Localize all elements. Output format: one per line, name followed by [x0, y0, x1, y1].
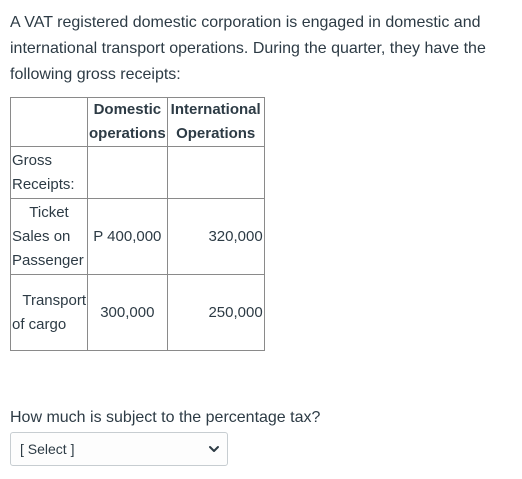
answer-select-value: [ Select ]	[20, 441, 75, 457]
problem-statement	[10, 10, 510, 88]
cargo-domestic-value: 300,000	[88, 275, 168, 351]
gross-international-cell	[167, 147, 264, 199]
chevron-down-icon	[207, 442, 221, 456]
header-international-line-1: International	[170, 101, 261, 118]
header-international-operations	[167, 98, 264, 147]
ticket-label-line-1: Ticket	[29, 203, 69, 221]
header-domestic-line-2: operations	[89, 125, 166, 142]
gross-receipts-table	[10, 97, 265, 351]
header-international-line-2: Operations	[176, 125, 256, 142]
intro-line-2: international transport operations. During the quarter, they have the	[10, 40, 486, 57]
intro-line-3: following gross receipts:	[10, 66, 181, 83]
answer-select[interactable]	[10, 432, 228, 466]
header-domestic-operations	[88, 98, 168, 147]
table-row-gross-receipts	[11, 147, 265, 199]
ticket-domestic-value: P 400,000	[88, 199, 168, 275]
cargo-international-value: 250,000	[167, 275, 264, 351]
table-row-transport-cargo	[11, 275, 265, 351]
ticket-label-line-3: Passenger	[12, 251, 84, 269]
cargo-label-line-1: Transport	[22, 291, 86, 309]
gross-label-line-2: Receipts:	[12, 175, 75, 193]
ticket-label-line-2: Sales on	[12, 227, 71, 245]
ticket-sales-label	[11, 199, 88, 275]
gross-label-line-1: Gross	[12, 151, 53, 169]
header-blank-cell	[11, 98, 88, 147]
question-text: How much is subject to the percentage tax?	[10, 409, 321, 426]
table-header-row	[11, 98, 265, 147]
ticket-international-value: 320,000	[167, 199, 264, 275]
intro-line-1: A VAT registered domestic corporation is engaged in domestic and	[10, 14, 481, 31]
transport-cargo-label	[11, 275, 88, 351]
cargo-label-line-2: of cargo	[12, 315, 67, 333]
gross-domestic-cell	[88, 147, 168, 199]
header-domestic-line-1: Domestic	[93, 101, 162, 118]
table-row-ticket-sales	[11, 199, 265, 275]
gross-receipts-label	[11, 147, 88, 199]
